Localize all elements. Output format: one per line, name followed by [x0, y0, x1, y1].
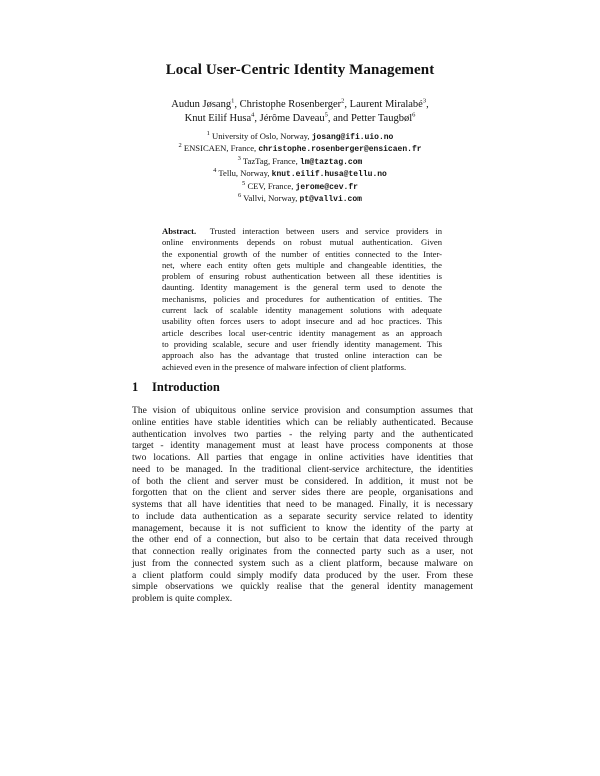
author-mark: 4: [251, 111, 255, 119]
body-paragraph: [132, 405, 473, 605]
abstract-line: the exponential growth of the number of entities connected to the Inter-: [162, 248, 442, 259]
abstract-line: usability often forces users to adopt insecure and ad hoc practices. This: [162, 316, 442, 327]
email-link[interactable]: lm@taztag.com: [299, 157, 363, 167]
email-link[interactable]: pt@vallvi.com: [299, 195, 362, 205]
abstract-line: current lack of scalable identity management solutions with adequate: [162, 305, 442, 316]
abstract-line: approach also has the advantage that trusted online interaction can be: [162, 350, 442, 361]
author-line-1: Audun Jøsang$^1$, Christophe Rosenberger$^2$, Laurent Miralabé$^3$,: [171, 97, 429, 110]
email-link[interactable]: christophe.rosenberger@ensicaen.fr: [258, 145, 422, 155]
affiliation-item: $^1$ University of Oslo, Norway, josang@ifi.uio.no: [206, 130, 394, 142]
body-line: online entities have stable identities which can be reliably authenticated. Because: [132, 416, 473, 428]
email-link[interactable]: knut.eilif.husa@tellu.no: [271, 170, 387, 180]
affiliation-item: $^6$ Vallvi, Norway, pt@vallvi.com: [238, 192, 362, 205]
author-name: Knut Eilif Husa: [184, 113, 252, 124]
body-line: to include data authentication as a separate security service related to identity: [132, 510, 473, 522]
body-line: The vision of ubiquitous online service provision and consumption assumes that: [132, 405, 473, 416]
email-link[interactable]: josang@ifi.uio.no: [311, 133, 394, 142]
body-line: systems that all have identities that need to be managed. Finally, it is necessary: [132, 499, 473, 510]
affiliation-item: $^3$ TazTag, France, lm@taztag.com: [237, 154, 363, 167]
section-number: 1: [132, 380, 139, 394]
author-name: Jérôme Daveau: [259, 113, 325, 124]
abstract-line: daunting. Identity management is the general term used to denote the: [162, 282, 442, 293]
body-line: of both the client and server must be considered. In addition, it must not be: [132, 475, 473, 487]
body-line: target - identity management must at least have process components at those: [132, 440, 473, 452]
body-line: just from the connected system such as a client platform, because malware on: [132, 557, 473, 569]
author-mark: 1: [231, 97, 235, 105]
body-line: forgotten that on the client and server sides there are people, organisations and: [132, 487, 473, 499]
author-mark: 3: [422, 97, 427, 105]
body-line: the other end of a connection, but also to be certain that data received through: [132, 534, 473, 546]
body-line: problem is quite complex.: [132, 593, 233, 604]
abstract-line: Abstract. Trusted interaction between users and service providers in: [162, 226, 442, 236]
abstract-line: online environments depends on robust mutual authentication. Given: [162, 237, 442, 248]
abstract: [162, 226, 442, 373]
abstract-label: Abstract.: [162, 226, 197, 236]
affiliation-item: $^2$ ENSICAEN, France, christophe.rosenberger@ensicaen.fr: [178, 142, 422, 155]
abstract-line: net, where each entity often gets multiple and changeable identities, the: [162, 259, 442, 270]
body-line: that connection really originates from the connected party such as a user, not: [132, 546, 473, 557]
body-line: two locations. All parties that engage in online activities have identities that: [132, 452, 473, 463]
author-name: Christophe Rosenberger: [239, 99, 342, 110]
affiliation-list: [0, 131, 600, 205]
abstract-line: article describes local user-centric identity management as an approach: [162, 327, 442, 338]
affiliation-item: $^4$ Tellu, Norway, knut.eilif.husa@tellu.no: [213, 167, 387, 180]
paper-title: Local User-Centric Identity Management: [165, 62, 435, 78]
abstract-line: mechanisms, policies and procedures for authentication of entities. The: [162, 293, 442, 304]
email-link[interactable]: jerome@cev.fr: [295, 182, 358, 192]
affiliation-item: $^5$ CEV, France, jerome@cev.fr: [242, 179, 358, 192]
abstract-line: achieved even in the presence of malware infection of client platforms.: [162, 361, 407, 372]
section-title: Introduction: [152, 380, 220, 394]
author-line-2: Knut Eilif Husa$^4$, Jérôme Daveau$^5$, and Petter Taugbøl$^6$: [184, 111, 416, 124]
author-name: Petter Taugbøl: [350, 113, 413, 124]
author-list: [0, 98, 600, 126]
author-mark: 6: [412, 111, 416, 119]
author-mark: 5: [324, 111, 328, 119]
author-mark: 2: [341, 97, 345, 105]
abstract-line: to providing scalable, secure and user friendly identity management. This: [162, 338, 442, 349]
author-name: Laurent Miralabé: [349, 99, 423, 110]
abstract-line: problem of ensuring robust authentication between all these identities is: [162, 271, 442, 282]
body-line: simple observations we quickly realise that the general identity management: [132, 581, 473, 593]
body-line: a client platform could simply modify data produced by the user. From these: [132, 569, 473, 581]
author-name: Audun Jøsang: [171, 99, 232, 110]
section-heading: [132, 380, 472, 395]
body-line: authentication involves two parties - the relying party and the authenticated: [132, 428, 473, 440]
body-line: need to be managed. In the traditional client-service architecture, the identities: [132, 463, 473, 475]
body-line: management, because it is not sufficient to know the identity of the party at: [132, 522, 473, 534]
